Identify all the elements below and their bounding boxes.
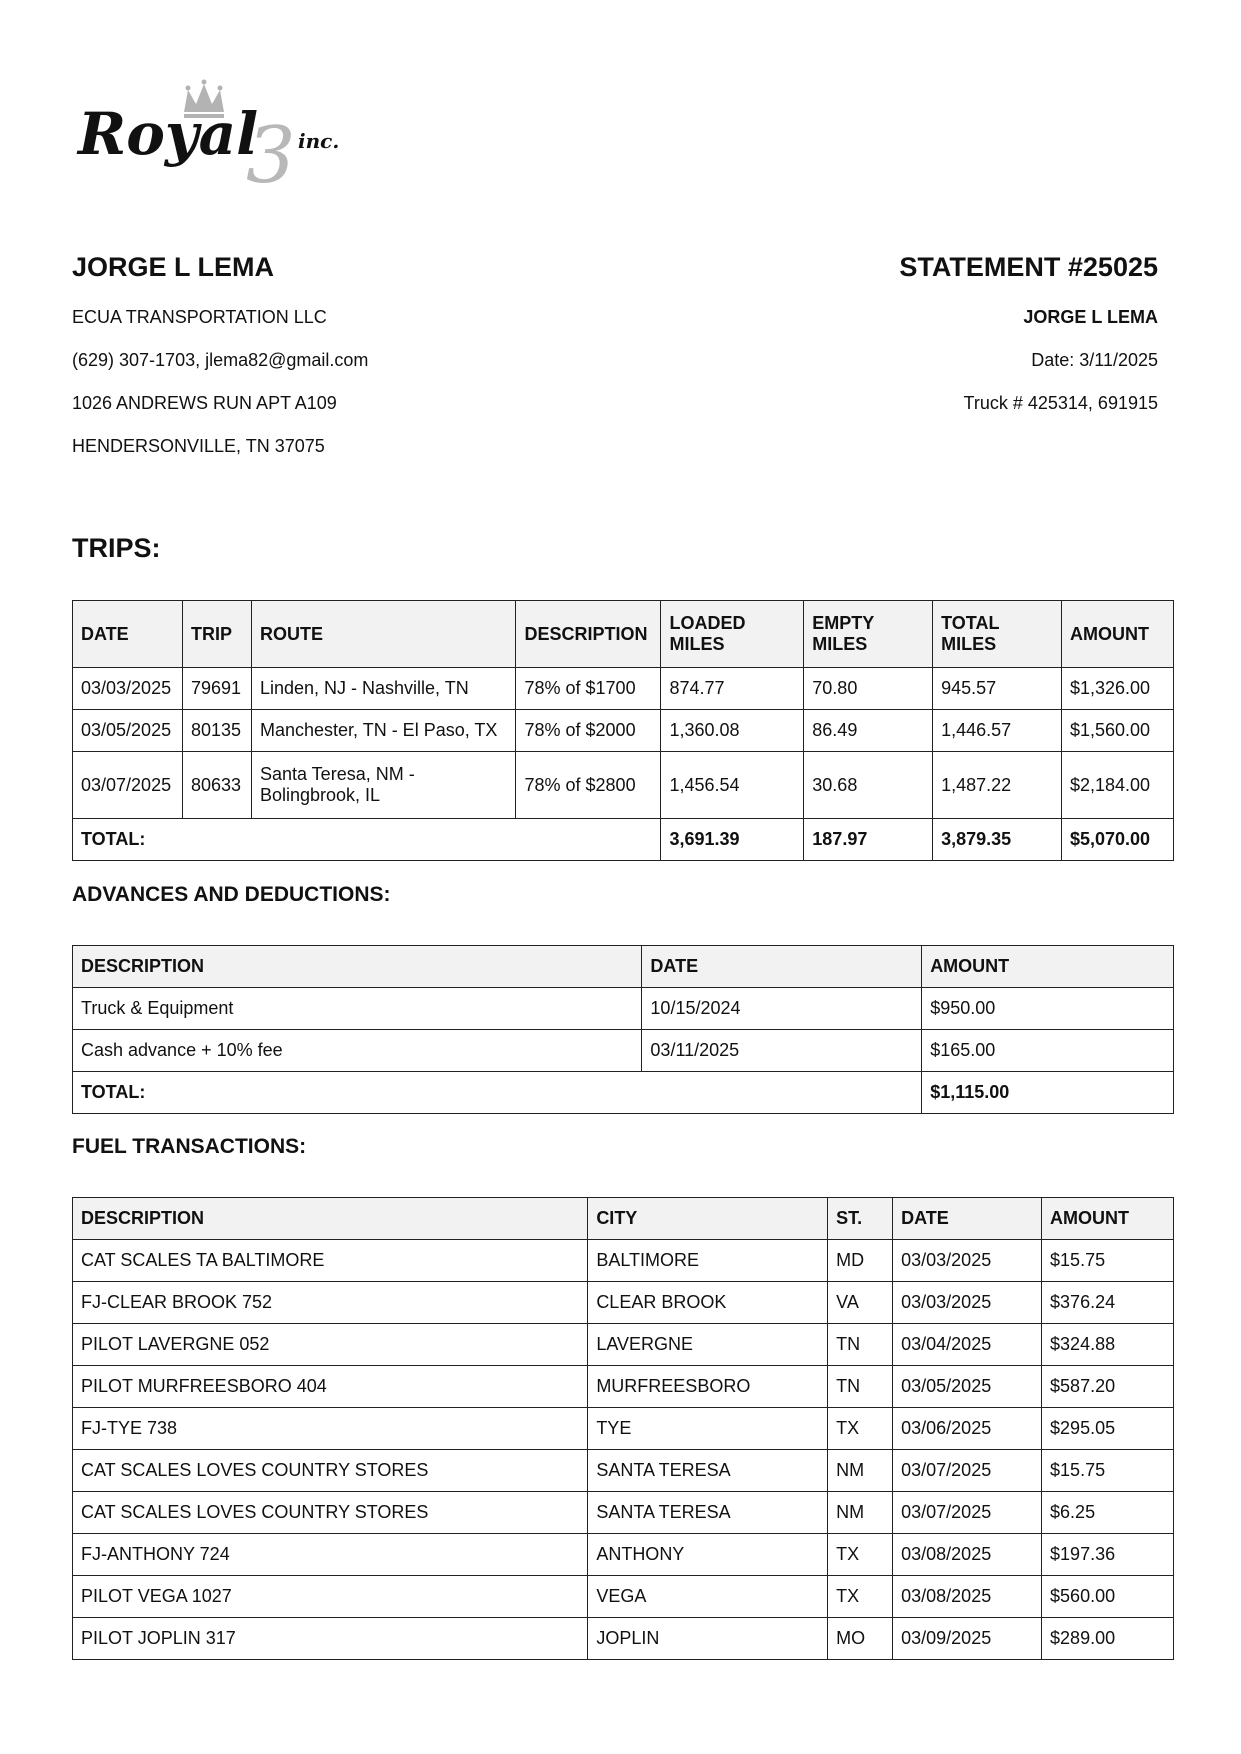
- trip-date: 03/07/2025: [73, 752, 183, 819]
- trips-total-label: TOTAL:: [73, 819, 661, 861]
- fuel-city: CLEAR BROOK: [588, 1282, 828, 1324]
- fuel-description: FJ-CLEAR BROOK 752: [73, 1282, 588, 1324]
- trip-description: 78% of $2800: [516, 752, 661, 819]
- fuel-description: FJ-ANTHONY 724: [73, 1534, 588, 1576]
- fuel-description: PILOT MURFREESBORO 404: [73, 1366, 588, 1408]
- advance-amount: $165.00: [922, 1030, 1174, 1072]
- fuel-description: PILOT VEGA 1027: [73, 1576, 588, 1618]
- fuel-amount: $15.75: [1042, 1240, 1174, 1282]
- fuel-city: MURFREESBORO: [588, 1366, 828, 1408]
- driver-name: JORGE L LEMA: [72, 252, 275, 282]
- fuel-description: CAT SCALES LOVES COUNTRY STORES: [73, 1450, 588, 1492]
- trip-route: Manchester, TN - El Paso, TX: [251, 710, 516, 752]
- table-row: [73, 1366, 1174, 1408]
- table-row: [73, 1450, 1174, 1492]
- company-logo: [76, 78, 386, 193]
- col-header-date: DATE: [73, 601, 183, 668]
- trip-amount: $2,184.00: [1061, 752, 1173, 819]
- table-row: [73, 1492, 1174, 1534]
- logo-text: Royal: [78, 100, 259, 168]
- fuel-description: PILOT JOPLIN 317: [73, 1618, 588, 1660]
- driver-address-line1: 1026 ANDREWS RUN APT A109: [72, 393, 337, 413]
- logo-digit: 3: [246, 111, 296, 193]
- trip-empty-miles: 30.68: [804, 752, 933, 819]
- col-header-description: DESCRIPTION: [73, 1198, 588, 1240]
- fuel-amount: $560.00: [1042, 1576, 1174, 1618]
- trips-total-amount: $5,070.00: [1061, 819, 1173, 861]
- table-row: [73, 752, 1174, 819]
- fuel-date: 03/04/2025: [893, 1324, 1042, 1366]
- trip-empty-miles: 70.80: [804, 668, 933, 710]
- fuel-date: 03/09/2025: [893, 1618, 1042, 1660]
- fuel-title: FUEL TRANSACTIONS:: [72, 1135, 307, 1158]
- table-row: [73, 988, 1174, 1030]
- fuel-description: CAT SCALES LOVES COUNTRY STORES: [73, 1492, 588, 1534]
- fuel-date: 03/07/2025: [893, 1492, 1042, 1534]
- trip-route: Linden, NJ - Nashville, TN: [251, 668, 516, 710]
- advance-description: Truck & Equipment: [73, 988, 642, 1030]
- fuel-state: NM: [828, 1450, 893, 1492]
- trips-total-loaded: 3,691.39: [661, 819, 804, 861]
- driver-contact: (629) 307-1703, jlema82@gmail.com: [72, 350, 369, 370]
- table-row: [73, 1534, 1174, 1576]
- fuel-amount: $587.20: [1042, 1366, 1174, 1408]
- col-header-amount: AMOUNT: [1042, 1198, 1174, 1240]
- fuel-state: MD: [828, 1240, 893, 1282]
- table-row: [73, 1408, 1174, 1450]
- fuel-state: TX: [828, 1534, 893, 1576]
- col-header-date: DATE: [893, 1198, 1042, 1240]
- trip-loaded-miles: 1,360.08: [661, 710, 804, 752]
- fuel-description: PILOT LAVERGNE 052: [73, 1324, 588, 1366]
- advances-header-row: [73, 946, 1174, 988]
- statement-name: JORGE L LEMA: [1023, 307, 1158, 327]
- table-row: [73, 1030, 1174, 1072]
- trip-loaded-miles: 874.77: [661, 668, 804, 710]
- col-header-date: DATE: [642, 946, 922, 988]
- trips-total-empty: 187.97: [804, 819, 933, 861]
- fuel-date: 03/06/2025: [893, 1408, 1042, 1450]
- table-row: [73, 1282, 1174, 1324]
- col-header-description: DESCRIPTION: [516, 601, 661, 668]
- fuel-amount: $197.36: [1042, 1534, 1174, 1576]
- trips-total-row: [73, 819, 1174, 861]
- col-header-route: ROUTE: [251, 601, 516, 668]
- table-row: [73, 710, 1174, 752]
- trip-description: 78% of $2000: [516, 710, 661, 752]
- statement-date: Date: 3/11/2025: [1031, 350, 1158, 370]
- table-row: [73, 1324, 1174, 1366]
- fuel-city: SANTA TERESA: [588, 1492, 828, 1534]
- trip-total-miles: 945.57: [933, 668, 1062, 710]
- fuel-description: CAT SCALES TA BALTIMORE: [73, 1240, 588, 1282]
- fuel-amount: $289.00: [1042, 1618, 1174, 1660]
- advances-total-amount: $1,115.00: [922, 1072, 1174, 1114]
- fuel-city: JOPLIN: [588, 1618, 828, 1660]
- logo-suffix: inc.: [298, 129, 340, 153]
- fuel-city: SANTA TERESA: [588, 1450, 828, 1492]
- statement-title: STATEMENT #25025: [899, 252, 1158, 282]
- trip-total-miles: 1,487.22: [933, 752, 1062, 819]
- trips-total-miles: 3,879.35: [933, 819, 1062, 861]
- trip-number: 80135: [182, 710, 251, 752]
- col-header-description: DESCRIPTION: [73, 946, 642, 988]
- fuel-state: TN: [828, 1366, 893, 1408]
- trip-amount: $1,326.00: [1061, 668, 1173, 710]
- col-header-loaded-miles: LOADED MILES: [661, 601, 804, 668]
- trips-title: TRIPS:: [72, 533, 161, 563]
- fuel-city: TYE: [588, 1408, 828, 1450]
- fuel-state: MO: [828, 1618, 893, 1660]
- col-header-total-miles: TOTAL MILES: [933, 601, 1062, 668]
- statement-info: [899, 250, 1158, 413]
- fuel-date: 03/03/2025: [893, 1282, 1042, 1324]
- fuel-amount: $295.05: [1042, 1408, 1174, 1450]
- col-header-city: CITY: [588, 1198, 828, 1240]
- trips-table: [72, 600, 1174, 861]
- fuel-amount: $6.25: [1042, 1492, 1174, 1534]
- trip-number: 79691: [182, 668, 251, 710]
- fuel-date: 03/03/2025: [893, 1240, 1042, 1282]
- fuel-amount: $324.88: [1042, 1324, 1174, 1366]
- fuel-city: LAVERGNE: [588, 1324, 828, 1366]
- table-row: [73, 1618, 1174, 1660]
- col-header-state: ST.: [828, 1198, 893, 1240]
- table-row: [73, 1240, 1174, 1282]
- col-header-trip: TRIP: [182, 601, 251, 668]
- advances-total-label: TOTAL:: [73, 1072, 922, 1114]
- statement-truck: Truck # 425314, 691915: [963, 393, 1158, 413]
- col-header-amount: AMOUNT: [922, 946, 1174, 988]
- driver-address-line2: HENDERSONVILLE, TN 37075: [72, 436, 325, 456]
- trip-amount: $1,560.00: [1061, 710, 1173, 752]
- advance-description: Cash advance + 10% fee: [73, 1030, 642, 1072]
- fuel-city: BALTIMORE: [588, 1240, 828, 1282]
- trip-route: Santa Teresa, NM - Bolingbrook, IL: [251, 752, 516, 819]
- advance-date: 03/11/2025: [642, 1030, 922, 1072]
- advances-total-row: [73, 1072, 1174, 1114]
- table-row: [73, 1576, 1174, 1618]
- advance-amount: $950.00: [922, 988, 1174, 1030]
- fuel-date: 03/08/2025: [893, 1576, 1042, 1618]
- fuel-state: TX: [828, 1576, 893, 1618]
- fuel-state: TX: [828, 1408, 893, 1450]
- fuel-state: VA: [828, 1282, 893, 1324]
- advance-date: 10/15/2024: [642, 988, 922, 1030]
- fuel-date: 03/05/2025: [893, 1366, 1042, 1408]
- fuel-table: [72, 1197, 1174, 1660]
- driver-info: [72, 250, 369, 456]
- trip-empty-miles: 86.49: [804, 710, 933, 752]
- trips-header-row: [73, 601, 1174, 668]
- trip-date: 03/03/2025: [73, 668, 183, 710]
- trip-description: 78% of $1700: [516, 668, 661, 710]
- table-row: [73, 668, 1174, 710]
- fuel-amount: $15.75: [1042, 1450, 1174, 1492]
- col-header-amount: AMOUNT: [1061, 601, 1173, 668]
- fuel-city: ANTHONY: [588, 1534, 828, 1576]
- trip-loaded-miles: 1,456.54: [661, 752, 804, 819]
- fuel-state: TN: [828, 1324, 893, 1366]
- fuel-amount: $376.24: [1042, 1282, 1174, 1324]
- col-header-empty-miles: EMPTY MILES: [804, 601, 933, 668]
- advances-table: [72, 945, 1174, 1114]
- fuel-date: 03/08/2025: [893, 1534, 1042, 1576]
- fuel-city: VEGA: [588, 1576, 828, 1618]
- fuel-description: FJ-TYE 738: [73, 1408, 588, 1450]
- fuel-date: 03/07/2025: [893, 1450, 1042, 1492]
- advances-title: ADVANCES AND DEDUCTIONS:: [72, 883, 391, 906]
- fuel-state: NM: [828, 1492, 893, 1534]
- trip-number: 80633: [182, 752, 251, 819]
- fuel-header-row: [73, 1198, 1174, 1240]
- trip-total-miles: 1,446.57: [933, 710, 1062, 752]
- trip-date: 03/05/2025: [73, 710, 183, 752]
- driver-company: ECUA TRANSPORTATION LLC: [72, 307, 327, 327]
